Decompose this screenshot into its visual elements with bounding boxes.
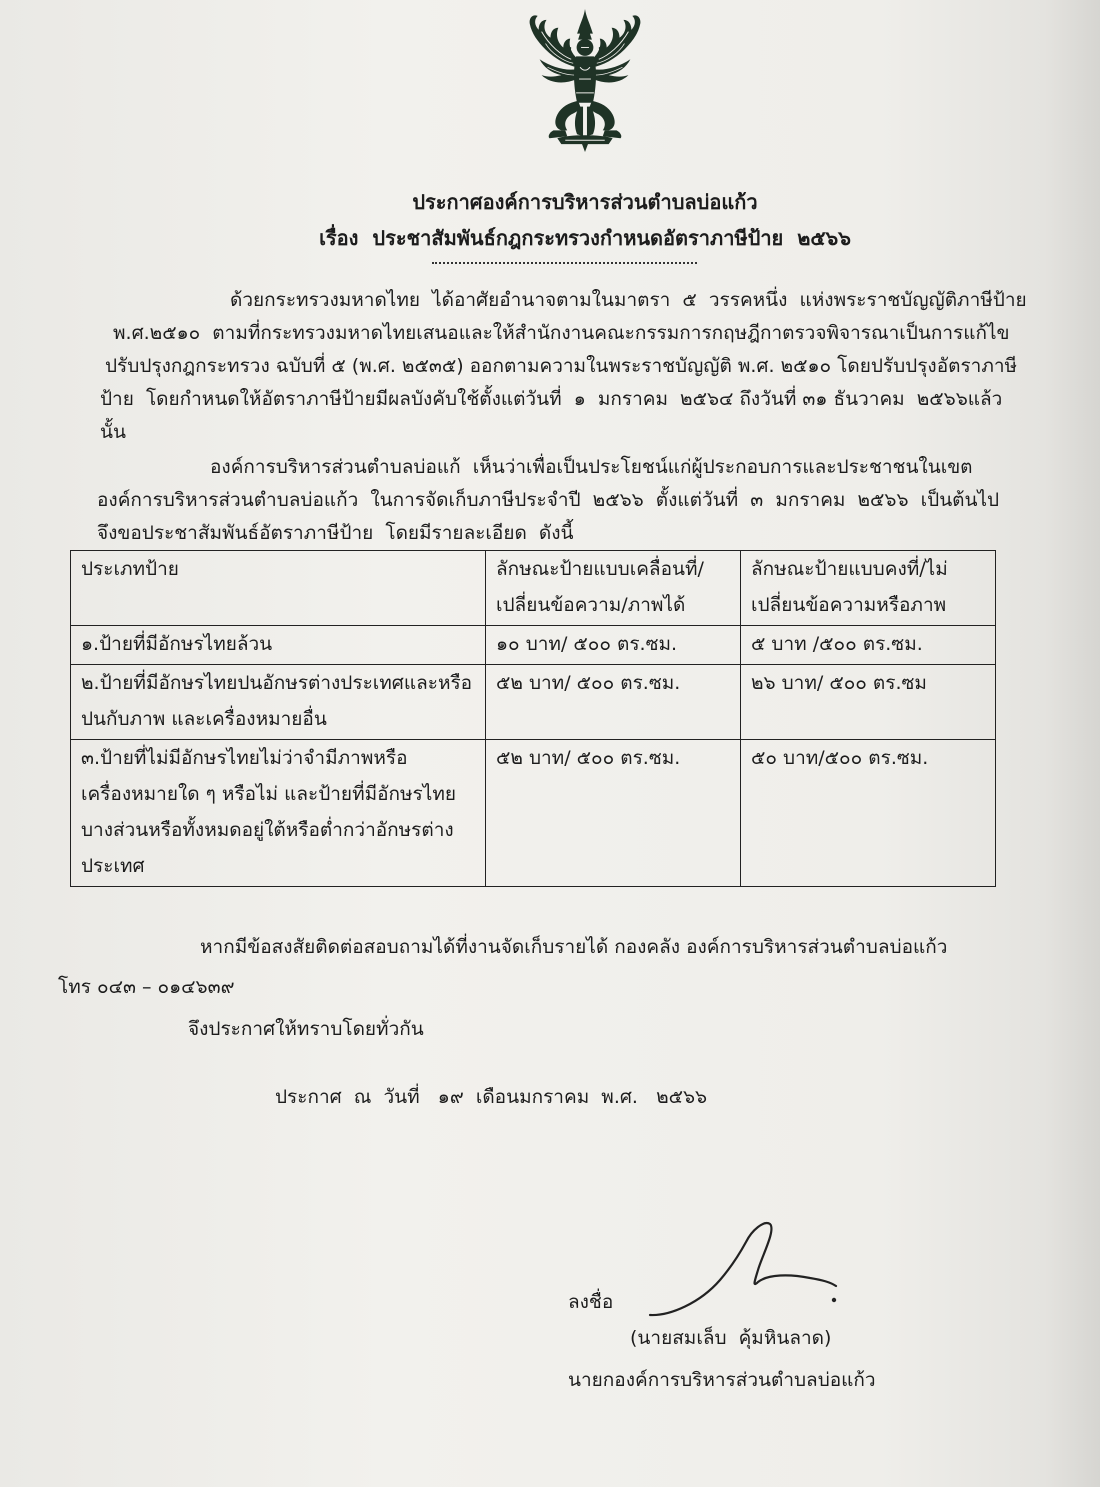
table-row [71,665,996,740]
table-cell-movable-rate: ๑๐ บาท/ ๕๐๐ ตร.ซม. [486,626,741,665]
paragraph-line: องค์การบริหารส่วนตำบลบ่อแก้ เห็นว่าเพื่อเป็นประโยชน์แก่ผู้ประกอบการและประชาชนในเขต [210,456,973,478]
table-cell-movable-rate: ๕๒ บาท/ ๕๐๐ ตร.ซม. [486,665,741,740]
paragraph-line: ด้วยกระทรวงมหาดไทย ได้อาศัยอำนาจตามในมาตรา ๕ วรรคหนึ่ง แห่งพระราชบัญญัติภาษีป้าย [230,289,1027,311]
table-cell-sign-type: ๓.ป้ายที่ไม่มีอักษรไทยไม่ว่าจำมีภาพหรือเครื่องหมายใด ๆ หรือไม่ และป้ายที่มีอักษรไทยบางส่วนหรือทั้งหมดอยู่ใต้หรือต่ำกว่าอักษรต่างประเทศ [71,740,486,887]
table-row [71,626,996,665]
column-header-sign-type: ประเภทป้าย [71,551,486,626]
table-row [71,740,996,887]
signer-name: (นายสมเล็บ คุ้มหินลาด) [630,1327,832,1349]
paragraph-line: องค์การบริหารส่วนตำบลบ่อแก้ว ในการจัดเก็บภาษีประจำปี ๒๕๖๖ ตั้งแต่วันที่ ๓ มกราคม ๒๕๖๖ เป็นต้นไป [97,489,1000,511]
paragraph-line: ปรับปรุงกฎกระทรวง ฉบับที่ ๕ (พ.ศ. ๒๕๓๕) ออกตามความในพระราชบัญญัติ พ.ศ. ๒๕๑๐ โดยปรับปรุงอัตราภาษี [105,355,1018,377]
paragraph-1 [0,284,1100,449]
announcement-date: ประกาศ ณ วันที่ ๑๙ เดือนมกราคม พ.ศ. ๒๕๖๖ [275,1086,708,1108]
paragraph-line: พ.ศ.๒๕๑๐ ตามที่กระทรวงมหาดไทยเสนอและให้สำนักงานคณะกรรมการกฤษฎีกาตรวจพิจารณาเป็นการแก้ไข [113,322,1010,344]
table-cell-movable-rate: ๕๒ บาท/ ๕๐๐ ตร.ซม. [486,740,741,887]
announcement-subject: เรื่อง ประชาสัมพันธ์กฎกระทรวงกำหนดอัตราภาษีป้าย ๒๕๖๖ [319,226,851,250]
sign-tax-rate-table [70,550,996,887]
paragraph-line: นั้น [100,421,126,443]
contact-line: หากมีข้อสงสัยติดต่อสอบถามได้ที่งานจัดเก็บรายได้ กองคลัง องค์การบริหารส่วนตำบลบ่อแก้ว [200,936,948,958]
column-header-movable-sign: ลักษณะป้ายแบบเคลื่อนที่/เปลี่ยนข้อความ/ภาพได้ [486,551,741,626]
table-cell-fixed-rate: ๕ บาท /๕๐๐ ตร.ซม. [741,626,996,665]
signer-position: นายกองค์การบริหารส่วนตำบลบ่อแก้ว [568,1369,876,1391]
table-cell-fixed-rate: ๒๖ บาท/ ๕๐๐ ตร.ซม [741,665,996,740]
document-body [0,184,1100,1115]
closing-line: จึงประกาศให้ทราบโดยทั่วกัน [188,1018,424,1040]
announcement-title: ประกาศองค์การบริหารส่วนตำบลบ่อแก้ว [412,190,758,214]
table-cell-sign-type: ๒.ป้ายที่มีอักษรไทยปนอักษรต่างประเทศและหรือปนกับภาพ และเครื่องหมายอื่น [71,665,486,740]
paragraph-line: ป้าย โดยกำหนดให้อัตราภาษีป้ายมีผลบังคับใช้ตั้งแต่วันที่ ๑ มกราคม ๒๕๖๔ ถึงวันที่ ๓๑ ธันวาคม ๒๕๖๖แล้ว [100,388,1003,410]
table-header-row [71,551,996,626]
paragraph-2 [0,451,1100,550]
sign-label: ลงชื่อ [568,1291,614,1313]
table-cell-sign-type: ๑.ป้ายที่มีอักษรไทยล้วน [71,626,486,665]
phone-line: โทร ๐๔๓ – ๐๑๔๖๓๙ [58,976,235,998]
column-header-fixed-sign: ลักษณะป้ายแบบคงที่/ไม่เปลี่ยนข้อความหรือภาพ [741,551,996,626]
garuda-emblem-icon [505,8,665,156]
title-divider [432,262,697,264]
table-cell-fixed-rate: ๕๐ บาท/๕๐๐ ตร.ซม. [741,740,996,887]
handwritten-signature [640,1218,850,1330]
paragraph-line: จึงขอประชาสัมพันธ์อัตราภาษีป้าย โดยมีรายละเอียด ดังนี้ [97,522,574,544]
